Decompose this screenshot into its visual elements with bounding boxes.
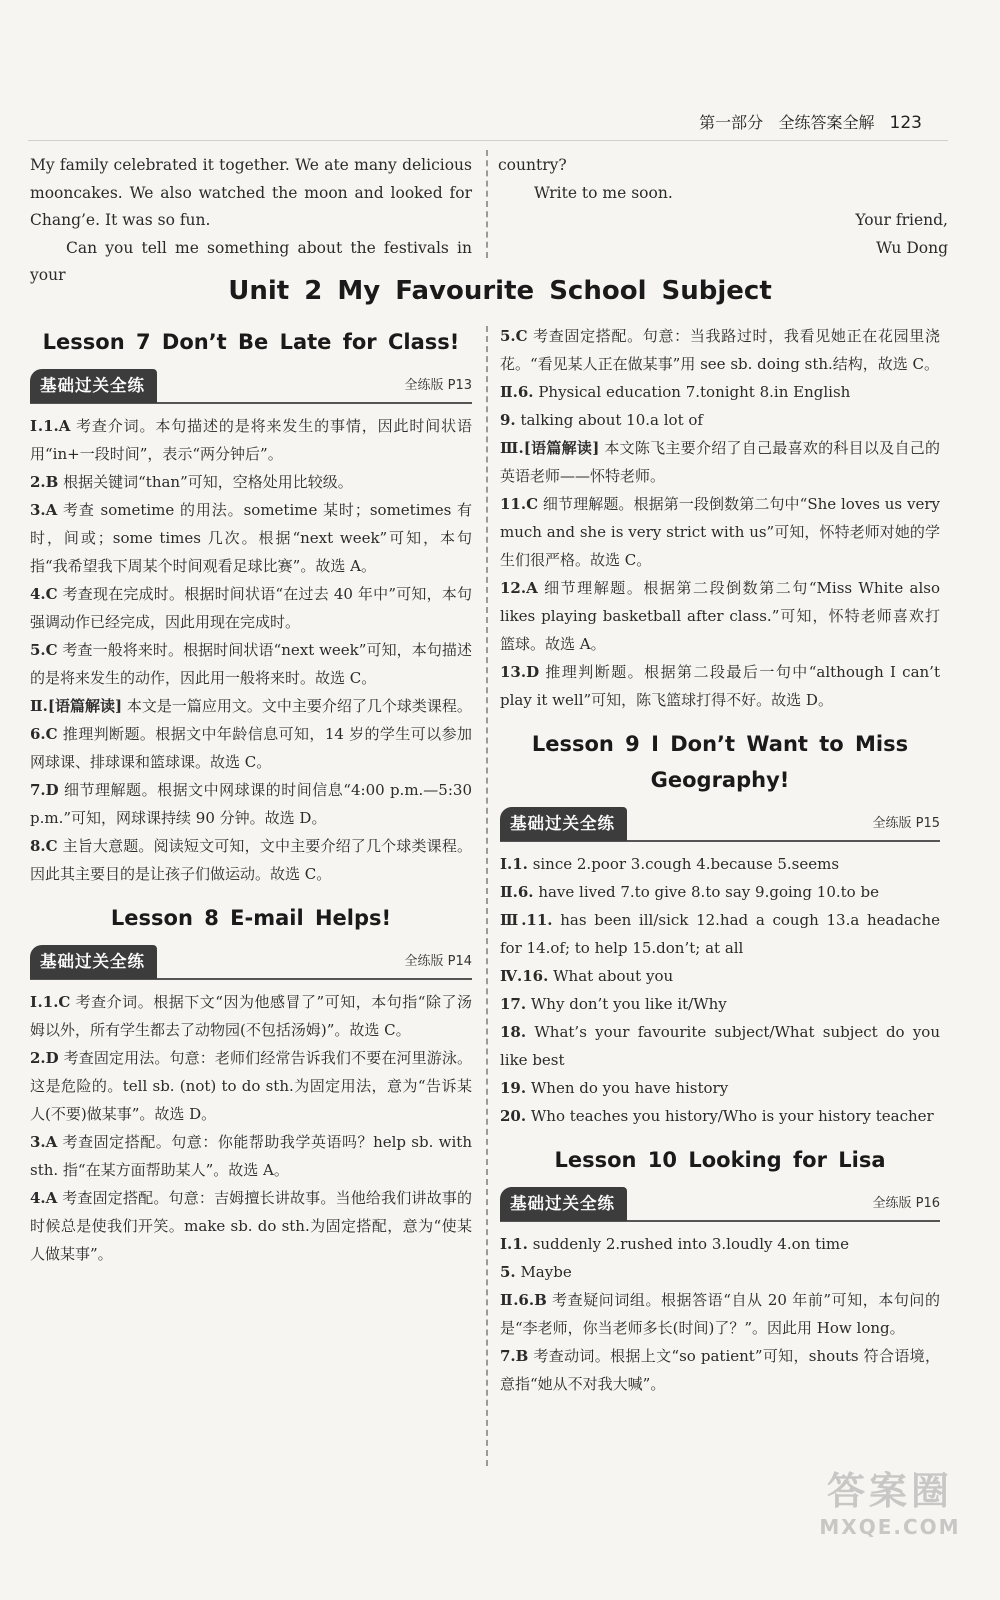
letter-signature: Wu Dong bbox=[876, 238, 948, 257]
answer-number: 19. bbox=[500, 1079, 527, 1097]
page-reference: 全练版 P14 bbox=[404, 954, 472, 969]
answer-item bbox=[500, 490, 940, 574]
answer-number: 4.C bbox=[30, 585, 58, 603]
answer-item bbox=[500, 1258, 940, 1286]
answer-item bbox=[500, 658, 940, 714]
left-column bbox=[30, 322, 472, 1268]
answer-number: Ⅱ.6. bbox=[500, 383, 534, 401]
answer-number: Ⅲ.[语篇解读] bbox=[500, 439, 600, 457]
answer-item bbox=[500, 1230, 940, 1258]
answer-item bbox=[30, 412, 472, 468]
answer-item bbox=[30, 468, 472, 496]
answer-item bbox=[500, 990, 940, 1018]
watermark-domain: MXQE.COM bbox=[819, 1515, 961, 1539]
lesson-8-answers-continued bbox=[500, 322, 940, 714]
answer-text: What’s your favourite subject/What subject do you like best bbox=[500, 1023, 940, 1069]
answer-item bbox=[500, 322, 940, 378]
answer-item bbox=[30, 1128, 472, 1184]
page-reference: 全练版 P15 bbox=[872, 816, 940, 831]
letter-paragraph: My family celebrated it together. We ate many delicious mooncakes. We also watched the moon and looked for Chang’e. It was so fun. bbox=[30, 156, 472, 229]
answer-text: 细节理解题。根据第二段倒数第二句“Miss White also likes playing basketball after class.”可知，怀特老师喜欢打篮球。故选 A。 bbox=[500, 579, 940, 653]
page-header bbox=[699, 110, 922, 133]
answer-item bbox=[30, 580, 472, 636]
answer-item bbox=[30, 1044, 472, 1128]
answer-text: 主旨大意题。阅读短文可知，文中主要介绍了几个球类课程。因此其主要目的是让孩子们做运动。故选 C。 bbox=[30, 837, 472, 883]
column-divider-top bbox=[486, 150, 488, 258]
answer-number: 20. bbox=[500, 1107, 527, 1125]
answer-text: 考查固定搭配。句意：吉姆擅长讲故事。当他给我们讲故事的时候总是使我们开笑。make sb. do sth.为固定搭配，意为“使某人做某事”。 bbox=[30, 1189, 472, 1263]
letter-line: Write to me soon. bbox=[534, 183, 673, 202]
answer-number: 8.C bbox=[30, 837, 58, 855]
answer-text: 考查 sometime 的用法。sometime 某时；sometimes 有时，间或；some times 几次。根据“next week”可知，本句指“我希望我下周某个时间观看足球比赛”。故选 A。 bbox=[30, 501, 472, 575]
lesson-8-title: Lesson 8 E-mail Helps! bbox=[110, 906, 392, 930]
lesson-7-answers bbox=[30, 412, 472, 888]
answer-item bbox=[500, 574, 940, 658]
answer-item bbox=[500, 850, 940, 878]
answer-text: 考查疑问词组。根据答语“自从 20 年前”可知，本句问的是“李老师，你当老师多长(时间)了？”。因此用 How long。 bbox=[500, 1291, 940, 1337]
right-column bbox=[500, 322, 940, 1398]
answer-text: 考查现在完成时。根据时间状语“在过去 40 年中”可知，本句强调动作已经完成，因此用现在完成时。 bbox=[30, 585, 472, 631]
answer-item bbox=[500, 406, 940, 434]
answer-number: 2.B bbox=[30, 473, 59, 491]
answer-text: 考查固定搭配。句意：当我路过时，我看见她正在花园里浇花。“看见某人正在做某事”用 see sb. doing sth.结构，故选 C。 bbox=[500, 327, 940, 373]
answer-number: 5.C bbox=[30, 641, 58, 659]
answer-number: 6.C bbox=[30, 725, 58, 743]
answer-text: 细节理解题。根据第一段倒数第二句中“She loves us very much and she is very strict with us”可知，怀特老师对她的学生们很严格。故选 C。 bbox=[500, 495, 940, 569]
answer-text: talking about 10.a lot of bbox=[520, 411, 703, 429]
letter-paragraph: Can you tell me something about the festivals in your bbox=[30, 238, 472, 284]
answer-number: 4.A bbox=[30, 1189, 58, 1207]
lesson-8-banner-row bbox=[30, 946, 472, 980]
answer-text: has been ill/sick 12.had a cough 13.a headache for 14.of; to help 15.don’t; at all bbox=[500, 911, 940, 957]
header-subsection: 全练答案全解 bbox=[778, 113, 875, 132]
answer-number: 12.A bbox=[500, 579, 538, 597]
answer-number: Ⅲ.11. bbox=[500, 911, 553, 929]
answer-text: 考查介词。根据下文“因为他感冒了”可知，本句指“除了汤姆以外，所有学生都去了动物园(不包括汤姆)”。故选 C。 bbox=[30, 993, 472, 1039]
answer-number: 17. bbox=[500, 995, 527, 1013]
answer-text: 考查固定搭配。句意：你能帮助我学英语吗？help sb. with sth. 指“在某方面帮助某人”。故选 A。 bbox=[30, 1133, 472, 1179]
answer-number: 11.C bbox=[500, 495, 539, 513]
answer-text: have lived 7.to give 8.to say 9.going 10.to be bbox=[538, 883, 879, 901]
answer-number: 7.D bbox=[30, 781, 59, 799]
answer-text: 本文陈飞主要介绍了自己最喜欢的科目以及自己的英语老师——怀特老师。 bbox=[500, 439, 940, 485]
answer-text: 根据关键词“than”可知，空格处用比较级。 bbox=[63, 473, 353, 491]
header-section: 第一部分 bbox=[699, 113, 764, 132]
answer-text: Physical education 7.tonight 8.in English bbox=[538, 383, 851, 401]
lesson-7-title: Lesson 7 Don’t Be Late for Class! bbox=[42, 330, 460, 354]
answer-text: 本文是一篇应用文。文中主要介绍了几个球类课程。 bbox=[126, 697, 472, 715]
watermark-logo bbox=[810, 1460, 970, 1560]
answer-item bbox=[500, 878, 940, 906]
lesson-10-title: Lesson 10 Looking for Lisa bbox=[554, 1148, 886, 1172]
answer-text: 细节理解题。根据文中网球课的时间信息“4:00 p.m.—5:30 p.m.”可知，网球课持续 90 分钟。故选 D。 bbox=[30, 781, 472, 827]
answer-number: Ⅰ.1. bbox=[500, 1235, 528, 1253]
answer-item bbox=[30, 636, 472, 692]
lesson-8-answers bbox=[30, 988, 472, 1268]
lesson-10-banner-row bbox=[500, 1188, 940, 1222]
answer-text: Who teaches you history/Who is your history teacher bbox=[530, 1107, 934, 1125]
answer-number: Ⅰ.1.A bbox=[30, 417, 71, 435]
answer-item bbox=[500, 1102, 940, 1130]
answer-number: 3.A bbox=[30, 1133, 58, 1151]
answer-item bbox=[30, 692, 472, 720]
answer-number: 2.D bbox=[30, 1049, 59, 1067]
answer-text: When do you have history bbox=[530, 1079, 729, 1097]
answer-number: Ⅱ.[语篇解读] bbox=[30, 697, 123, 715]
page-number: 123 bbox=[889, 113, 922, 133]
answer-number: 13.D bbox=[500, 663, 540, 681]
letter-continuation-right bbox=[498, 152, 948, 262]
answer-text: since 2.poor 3.cough 4.because 5.seems bbox=[532, 855, 840, 873]
answer-item bbox=[500, 378, 940, 406]
answer-item bbox=[500, 1018, 940, 1074]
section-banner: 基础过关全练 bbox=[30, 945, 157, 979]
answer-number: 5. bbox=[500, 1263, 516, 1281]
answer-text: 推理判断题。根据文中年龄信息可知，14 岁的学生可以参加网球课、排球课和篮球课。故选 C。 bbox=[30, 725, 472, 771]
answer-item bbox=[30, 496, 472, 580]
answer-text: 考查介词。本句描述的是将来发生的事情，因此时间状语用“in+一段时间”，表示“两分钟后”。 bbox=[30, 417, 472, 463]
answer-text: suddenly 2.rushed into 3.loudly 4.on time bbox=[532, 1235, 849, 1253]
answer-item bbox=[500, 1342, 940, 1398]
header-rule bbox=[28, 140, 948, 141]
answer-item bbox=[500, 906, 940, 962]
letter-closing: Your friend, bbox=[855, 211, 948, 229]
answer-number: Ⅳ.16. bbox=[500, 967, 549, 985]
answer-number: 3.A bbox=[30, 501, 58, 519]
answer-number: Ⅰ.1. bbox=[500, 855, 528, 873]
unit-title: Unit 2 My Favourite School Subject bbox=[228, 276, 772, 306]
page-reference: 全练版 P13 bbox=[404, 378, 472, 393]
watermark-text: 答案圈 bbox=[826, 1469, 953, 1513]
answer-text: Why don’t you like it/Why bbox=[530, 995, 727, 1013]
answer-number: Ⅰ.1.C bbox=[30, 993, 71, 1011]
letter-line: country? bbox=[498, 156, 567, 174]
answer-text: 推理判断题。根据第二段最后一句中“although I can’t play it well”可知，陈飞篮球打得不好。故选 D。 bbox=[500, 663, 940, 709]
answer-item bbox=[500, 434, 940, 490]
column-divider-main bbox=[486, 326, 488, 1466]
answer-item bbox=[30, 832, 472, 888]
answer-text: 考查动词。根据上文“so patient”可知，shouts 符合语境，意指“她从不对我大喊”。 bbox=[500, 1347, 940, 1393]
answer-number: 7.B bbox=[500, 1347, 529, 1365]
answer-item bbox=[500, 1286, 940, 1342]
answer-number: Ⅱ.6.B bbox=[500, 1291, 547, 1309]
lesson-10-answers bbox=[500, 1230, 940, 1398]
answer-text: 考查一般将来时。根据时间状语“next week”可知，本句描述的是将来发生的动作，因此用一般将来时。故选 C。 bbox=[30, 641, 472, 687]
answer-text: Maybe bbox=[520, 1263, 572, 1281]
answer-item bbox=[30, 720, 472, 776]
answer-number: 18. bbox=[500, 1023, 527, 1041]
answer-item bbox=[30, 988, 472, 1044]
answer-item bbox=[30, 1184, 472, 1268]
page-reference: 全练版 P16 bbox=[872, 1196, 940, 1211]
answer-item bbox=[500, 1074, 940, 1102]
section-banner: 基础过关全练 bbox=[30, 369, 157, 403]
answer-text: 考查固定用法。句意：老师们经常告诉我们不要在河里游泳。这是危险的。tell sb. (not) to do sth.为固定用法，意为“告诉某人(不要)做某事”。故选 D。 bbox=[30, 1049, 472, 1123]
answer-item bbox=[500, 962, 940, 990]
answer-number: Ⅱ.6. bbox=[500, 883, 534, 901]
lesson-9-banner-row bbox=[500, 808, 940, 842]
answer-number: 5.C bbox=[500, 327, 528, 345]
answer-number: 9. bbox=[500, 411, 516, 429]
section-banner: 基础过关全练 bbox=[500, 1187, 627, 1221]
answer-item bbox=[30, 776, 472, 832]
section-banner: 基础过关全练 bbox=[500, 807, 627, 841]
lesson-9-answers bbox=[500, 850, 940, 1130]
letter-continuation-left bbox=[30, 152, 472, 290]
lesson-7-banner-row bbox=[30, 370, 472, 404]
answer-text: What about you bbox=[553, 967, 674, 985]
lesson-9-title: Lesson 9 I Don’t Want to Miss Geography! bbox=[531, 732, 909, 792]
